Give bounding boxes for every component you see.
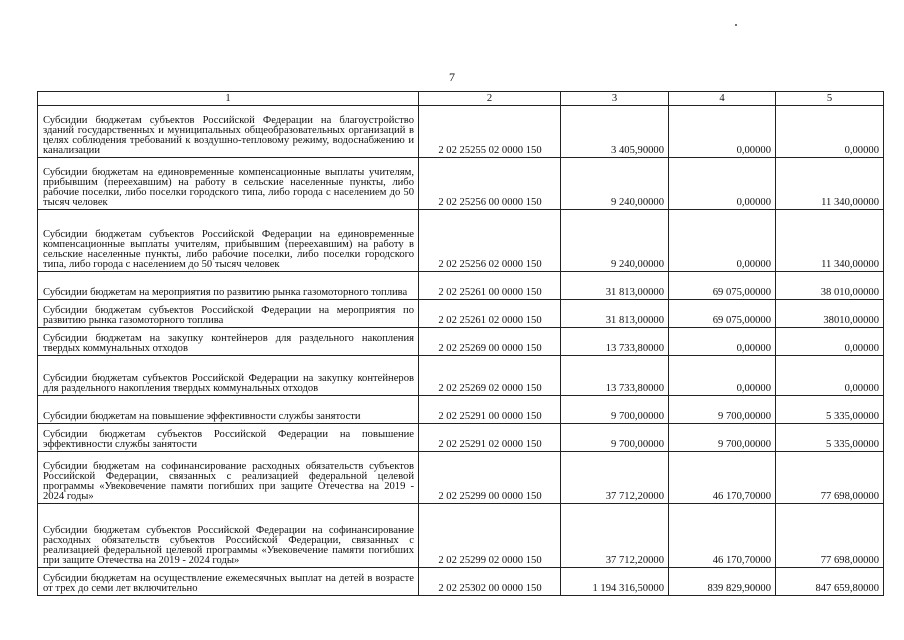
table-row [38,158,884,210]
row-value-2020: 69 075,00000 [669,272,776,300]
row-code: 2 02 25261 00 0000 150 [419,272,561,300]
row-value-2020: 839 829,90000 [669,568,776,596]
row-value-2019: 13 733,80000 [561,328,669,356]
row-description: Субсидии бюджетам на закупку контейнеров для раздельного накопления твердых коммунальных отходов [38,328,419,356]
row-value-2019: 13 733,80000 [561,356,669,396]
table-row [38,106,884,158]
row-code: 2 02 25302 00 0000 150 [419,568,561,596]
row-value-2020: 69 075,00000 [669,300,776,328]
table-row [38,328,884,356]
row-code: 2 02 25299 02 0000 150 [419,504,561,568]
row-value-2019: 3 405,90000 [561,106,669,158]
scan-speck [735,24,737,26]
table-header-row [38,92,884,106]
row-value-2019: 31 813,00000 [561,300,669,328]
table-row [38,568,884,596]
row-value-2019: 9 240,00000 [561,158,669,210]
row-value-2020: 0,00000 [669,328,776,356]
row-value-2021: 847 659,80000 [776,568,884,596]
column-header-2: 2 [419,92,561,106]
row-description: Субсидии бюджетам субъектов Российской Федерации на закупку контейнеров для раздельного накопления твердых коммунальных отходов [38,356,419,396]
row-value-2019: 37 712,20000 [561,504,669,568]
row-description: Субсидии бюджетам субъектов Российской Федерации на единовременные компенсационные выплаты учителям, прибывшим (переехавшим) на работу в сельские населенные пункты, либо рабочие поселки, либо поселки городского типа, либо города с населением до 50 тысяч человек [38,210,419,272]
table-row [38,300,884,328]
row-description: Субсидии бюджетам на мероприятия по развитию рынка газомоторного топлива [38,272,419,300]
row-value-2019: 37 712,20000 [561,452,669,504]
row-value-2020: 9 700,00000 [669,396,776,424]
row-code: 2 02 25255 02 0000 150 [419,106,561,158]
row-description: Субсидии бюджетам субъектов Российской Федерации на повышение эффективности службы занятости [38,424,419,452]
row-value-2019: 9 240,00000 [561,210,669,272]
page-number: 7 [449,70,455,84]
column-header-5: 5 [776,92,884,106]
table-row [38,210,884,272]
row-description: Субсидии бюджетам на осуществление ежемесячных выплат на детей в возрасте от трех до семи лет включительно [38,568,419,596]
row-code: 2 02 25291 02 0000 150 [419,424,561,452]
row-value-2021: 0,00000 [776,356,884,396]
row-description: Субсидии бюджетам на единовременные компенсационные выплаты учителям, прибывшим (переехавшим) на работу в сельские населенные пункты, либо рабочие поселки, либо поселки городского типа, либо города с населением до 50 тысяч человек [38,158,419,210]
row-code: 2 02 25269 02 0000 150 [419,356,561,396]
row-code: 2 02 25256 02 0000 150 [419,210,561,272]
row-value-2021: 11 340,00000 [776,158,884,210]
table-row [38,424,884,452]
row-value-2020: 0,00000 [669,158,776,210]
column-header-3: 3 [561,92,669,106]
row-value-2019: 9 700,00000 [561,396,669,424]
table-row [38,272,884,300]
row-description: Субсидии бюджетам субъектов Российской Федерации на софинансирование расходных обязательств субъектов Российской Федерации, связанных с реализацией федеральной целевой программы «Увековечение памяти погибших при защите Отечества на 2019 - 2024 годы» [38,504,419,568]
column-header-1: 1 [38,92,419,106]
row-description: Субсидии бюджетам на софинансирование расходных обязательств субъектов Российской Федерации, связанных с реализацией федеральной целевой программы «Увековечение памяти погибших при защите Отечества на 2019 - 2024 годы» [38,452,419,504]
row-value-2021: 5 335,00000 [776,424,884,452]
row-value-2021: 38010,00000 [776,300,884,328]
row-value-2021: 0,00000 [776,328,884,356]
row-value-2020: 0,00000 [669,210,776,272]
row-code: 2 02 25291 00 0000 150 [419,396,561,424]
row-description: Субсидии бюджетам на повышение эффективности службы занятости [38,396,419,424]
table-row [38,396,884,424]
row-value-2021: 77 698,00000 [776,504,884,568]
row-value-2021: 5 335,00000 [776,396,884,424]
row-value-2019: 31 813,00000 [561,272,669,300]
row-value-2021: 11 340,00000 [776,210,884,272]
row-value-2021: 77 698,00000 [776,452,884,504]
row-value-2020: 46 170,70000 [669,504,776,568]
row-code: 2 02 25261 02 0000 150 [419,300,561,328]
row-value-2020: 9 700,00000 [669,424,776,452]
column-header-4: 4 [669,92,776,106]
table-row [38,356,884,396]
row-value-2019: 9 700,00000 [561,424,669,452]
budget-table [37,91,884,596]
row-value-2021: 0,00000 [776,106,884,158]
row-value-2020: 0,00000 [669,356,776,396]
row-description: Субсидии бюджетам субъектов Российской Федерации на мероприятия по развитию рынка газомоторного топлива [38,300,419,328]
row-code: 2 02 25256 00 0000 150 [419,158,561,210]
table-row [38,504,884,568]
row-code: 2 02 25269 00 0000 150 [419,328,561,356]
row-value-2020: 0,00000 [669,106,776,158]
row-value-2019: 1 194 316,50000 [561,568,669,596]
row-value-2021: 38 010,00000 [776,272,884,300]
row-description: Субсидии бюджетам субъектов Российской Федерации на благоустройство зданий государственных и муниципальных общеобразовательных организаций в целях соблюдения требований к воздушно-тепловому режиму, водоснабжению и канализации [38,106,419,158]
row-code: 2 02 25299 00 0000 150 [419,452,561,504]
row-value-2020: 46 170,70000 [669,452,776,504]
table-row [38,452,884,504]
